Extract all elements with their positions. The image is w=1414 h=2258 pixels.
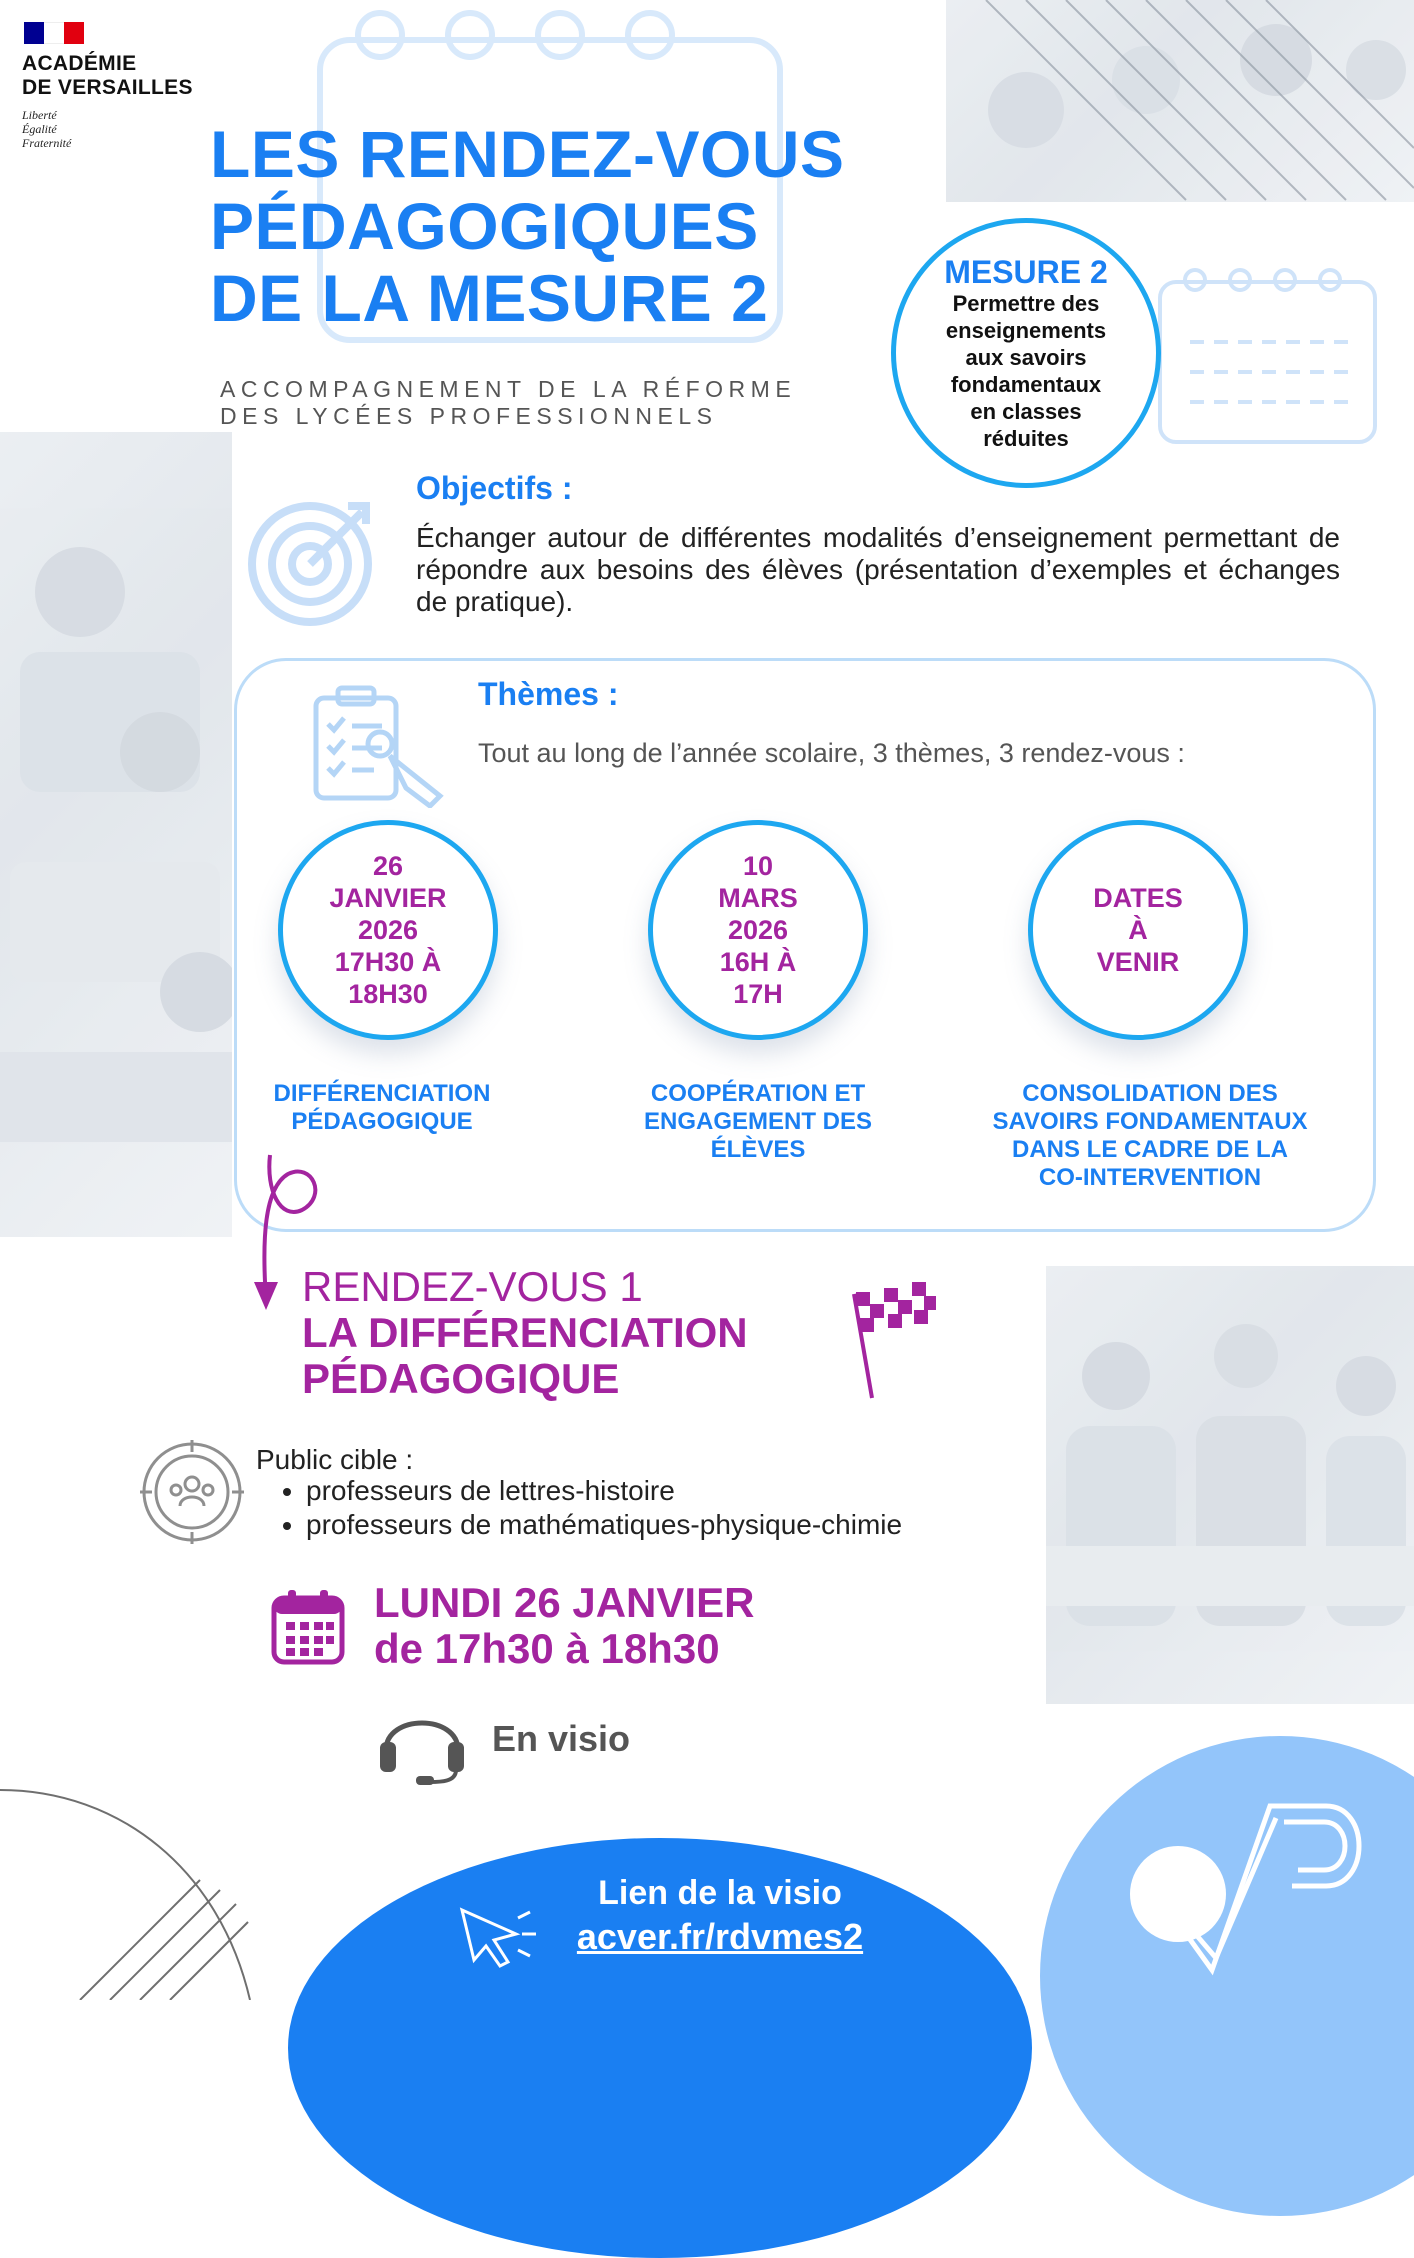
event-date-day: LUNDI 26 JANVIER [374, 1579, 755, 1626]
date-line: 2026 [727, 915, 789, 945]
academie-logo-text [22, 52, 193, 100]
calendar-watermark-small-icon [1150, 262, 1390, 452]
mesure-description [921, 290, 1131, 452]
rendezvous-subtitle-line: PÉDAGOGIQUE [302, 1355, 620, 1402]
label-line: CONSOLIDATION DES [1022, 1080, 1278, 1107]
republique-flag-logo [24, 22, 84, 44]
label-line: CO-INTERVENTION [1038, 1164, 1262, 1191]
rendezvous-title: RENDEZ-VOUS 1 [302, 1263, 643, 1310]
label-line: COOPÉRATION ET [650, 1080, 866, 1107]
cursor-click-icon [456, 1904, 540, 1968]
rendezvous-subtitle [302, 1310, 822, 1402]
theme-3-label [958, 1080, 1342, 1192]
objectifs-title: Objectifs : [416, 470, 573, 506]
mesure-desc-line: fondamentaux [950, 372, 1102, 397]
label-line: PÉDAGOGIQUE [291, 1108, 473, 1135]
label-line: SAVOIRS FONDAMENTAUX [992, 1108, 1308, 1135]
list-item: • professeurs de lettres-histoire [306, 1474, 902, 1508]
target-icon [244, 492, 384, 632]
mesure-desc-line: enseignements [945, 318, 1107, 343]
mesure-badge [891, 218, 1161, 488]
date-line: 18H30 [348, 979, 428, 1009]
students-photo-left [0, 432, 232, 1237]
event-date [374, 1580, 754, 1672]
title-line-1: LES RENDEZ-VOUS [210, 117, 845, 191]
headset-icon [374, 1694, 470, 1786]
themes-title: Thèmes : [478, 676, 619, 712]
checkered-flag-icon [844, 1274, 944, 1404]
theme-3-date-circle [1028, 820, 1248, 1040]
date-line: 16H À [719, 947, 797, 977]
title-line-3: DE LA MESURE 2 [210, 261, 769, 335]
students-photo-top [946, 0, 1414, 202]
theme-2-date-circle [648, 820, 868, 1040]
page-title [210, 118, 930, 334]
mesure-desc-line: en classes [970, 399, 1082, 424]
link-title: Lien de la visio [598, 1874, 842, 1912]
date-line: JANVIER [329, 883, 447, 913]
public-cible-list [256, 1474, 902, 1542]
logo-line-1: ACADÉMIE [22, 52, 137, 75]
students-photo-right [1046, 1266, 1414, 1704]
motto-egalite: Égalité [22, 122, 57, 136]
theme-1-label [232, 1080, 532, 1136]
mesure-desc-line: aux savoirs [965, 345, 1087, 370]
theme-1-date-circle [278, 820, 498, 1040]
audience-target-icon [140, 1440, 244, 1544]
subtitle-line-1: ACCOMPAGNEMENT DE LA RÉFORME [220, 376, 797, 402]
date-line: 2026 [357, 915, 419, 945]
date-line: 10 [742, 851, 774, 881]
date-line: 17H30 À [334, 947, 442, 977]
title-line-2: PÉDAGOGIQUES [210, 189, 759, 263]
subtitle-line-2: DES LYCÉES PROFESSIONNELS [220, 403, 718, 429]
motto-fraternite: Fraternité [22, 136, 72, 150]
label-line: ENGAGEMENT DES [643, 1108, 873, 1135]
date-line: 17H [733, 979, 783, 1009]
objectifs-text: Échanger autour de différentes modalités d’enseignement permettant de répondre aux besoins des élèves (présentation d’exemples et échanges de pratique). [416, 522, 1340, 617]
label-line: ÉLÈVES [710, 1136, 806, 1163]
public-cible-label: Public cible : [256, 1444, 414, 1475]
mesure-desc-line: Permettre des [952, 291, 1100, 316]
visio-link[interactable]: acver.fr/rdvmes2 [576, 1916, 864, 1957]
themes-intro: Tout au long de l’année scolaire, 3 thèmes, 3 rendez-vous : [478, 738, 1185, 768]
date-line: 26 [372, 851, 404, 881]
theme-2-label [608, 1080, 908, 1164]
calendar-icon [270, 1588, 346, 1666]
label-line: DIFFÉRENCIATION [273, 1080, 491, 1107]
checklist-icon [310, 684, 456, 808]
date-line: DATES [1093, 883, 1183, 913]
lp-logo-icon [1120, 1786, 1390, 1976]
decorative-arcs [0, 1780, 280, 2000]
event-date-time: de 17h30 à 18h30 [374, 1625, 720, 1672]
rendezvous-subtitle-line: LA DIFFÉRENCIATION [302, 1309, 748, 1356]
mesure-desc-line: réduites [983, 426, 1069, 451]
date-line: MARS [718, 883, 798, 913]
logo-line-2: DE VERSAILLES [22, 76, 193, 99]
visio-label: En visio [492, 1718, 631, 1759]
logo-motto [22, 108, 71, 150]
mesure-title: MESURE 2 [944, 254, 1108, 290]
date-line: À [1128, 915, 1148, 945]
list-item: • professeurs de mathématiques-physique-chimie [306, 1508, 902, 1542]
label-line: DANS LE CADRE DE LA [1011, 1136, 1288, 1163]
motto-liberte: Liberté [22, 108, 57, 122]
date-line: VENIR [1096, 947, 1180, 977]
page-subtitle [220, 376, 920, 430]
